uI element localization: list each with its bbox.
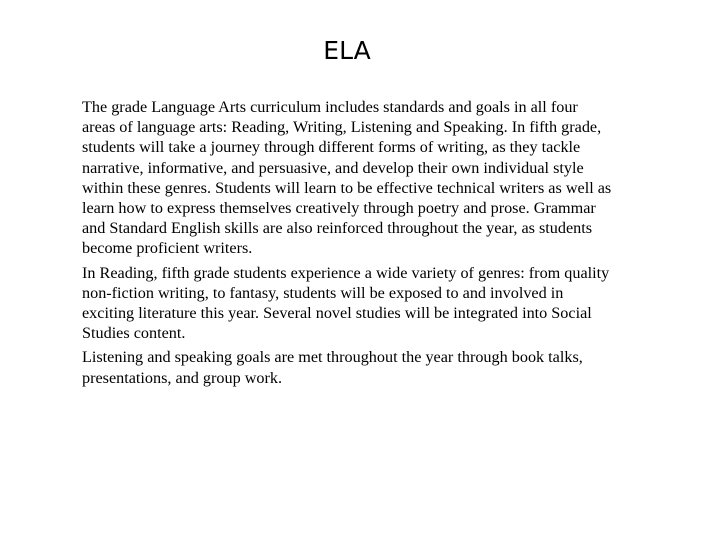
paragraph-line: non-fiction writing, to fantasy, students will be exposed to and involved in [82, 283, 564, 302]
slide-title [0, 36, 720, 66]
paragraph-line: presentations, and group work. [82, 368, 283, 387]
slide-title-text: ELA [323, 36, 371, 65]
paragraph-line: within these genres. Students will learn to be effective technical writers as well as [82, 178, 612, 197]
paragraph-line: learn how to express themselves creatively through poetry and prose. Grammar [82, 199, 596, 218]
paragraph-line: Listening and speaking goals are met throughout the year through book talks, [82, 348, 583, 367]
paragraph-line: narrative, informative, and persuasive, and develop their own individual style [82, 158, 584, 177]
paragraph-line: become proficient writers. [82, 239, 253, 258]
paragraph-listening-speaking [82, 347, 686, 387]
paragraph-line: students will take a journey through different forms of writing, as they tackle [82, 138, 581, 157]
paragraph-reading [82, 263, 686, 344]
paragraph-line: Studies content. [82, 324, 186, 343]
slide-body [82, 97, 686, 392]
paragraph-line: areas of language arts: Reading, Writing, Listening and Speaking. In fifth grade, [82, 118, 602, 137]
paragraph-line: exciting literature this year. Several novel studies will be integrated into Social [82, 304, 592, 323]
paragraph-line: In Reading, fifth grade students experience a wide variety of genres: from quality [82, 263, 610, 282]
paragraph-curriculum [82, 97, 686, 259]
paragraph-line: and Standard English skills are also reinforced throughout the year, as students [82, 219, 593, 238]
paragraph-line: The grade Language Arts curriculum includes standards and goals in all four [82, 98, 578, 116]
